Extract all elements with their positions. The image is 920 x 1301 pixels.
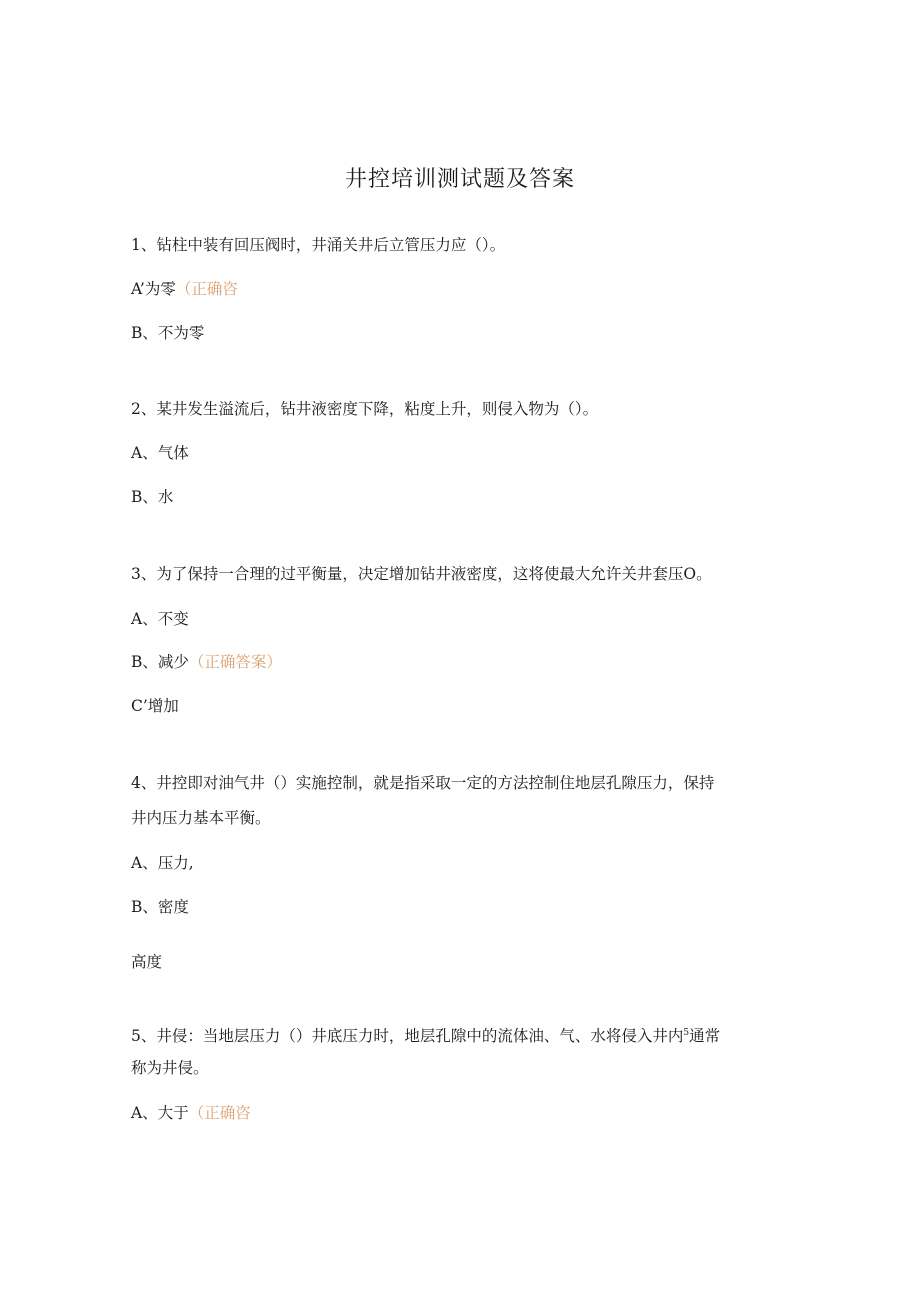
q1-correct-answer-mark: （正确咨 xyxy=(175,280,238,298)
q5-option-a-label: A、大于 xyxy=(131,1104,189,1122)
q1-option-a xyxy=(131,279,238,299)
question-1: 1、钻柱中装有回压阀时，井涌关井后立管压力应（）。 xyxy=(131,236,506,254)
q3-option-b xyxy=(131,652,282,672)
question-5-superscript: 5 xyxy=(683,1028,690,1038)
question-4-line-1: 4、井控即对油气井（）实施控制，就是指采取一定的方法控制住地层孔隙压力，保持 xyxy=(131,774,715,792)
document-title: 井控培训测试题及答案 xyxy=(344,167,575,192)
question-2: 2、某井发生溢流后，钻井液密度下降，粘度上升，则侵入物为（）。 xyxy=(131,400,599,418)
q4-option-b: B、密度 xyxy=(131,898,189,916)
question-5-line-1 xyxy=(131,1023,720,1046)
q5-option-a xyxy=(131,1103,251,1123)
question-4-line-2: 井内压力基本平衡。 xyxy=(131,809,271,827)
q1-option-a-label: A’为零 xyxy=(131,280,176,298)
q3-option-a: A、不变 xyxy=(131,610,189,628)
q2-option-a: A、气体 xyxy=(131,444,189,462)
q3-option-c: C’增加 xyxy=(131,697,179,715)
question-5-text-b: 通常 xyxy=(689,1027,721,1046)
question-5-text-a: 5、井侵：当地层压力（）井底压力时，地层孔隙中的流体油、气、水将侵入井内 xyxy=(131,1027,684,1046)
q2-option-b: B、水 xyxy=(131,488,174,506)
q1-option-b: B、不为零 xyxy=(131,324,205,342)
q3-option-b-label: B、减少 xyxy=(131,653,189,671)
q3-correct-answer-mark: （正确答案） xyxy=(188,653,282,671)
q5-correct-answer-mark: （正确咨 xyxy=(188,1104,251,1122)
question-5-line-2: 称为井侵。 xyxy=(131,1059,209,1077)
question-3: 3、为了保持一合理的过平衡量，决定增加钻井液密度，这将使最大允许关井套压O。 xyxy=(131,565,712,583)
q4-option-a: A、压力, xyxy=(131,854,194,872)
q4-option-c: 高度 xyxy=(131,953,163,971)
